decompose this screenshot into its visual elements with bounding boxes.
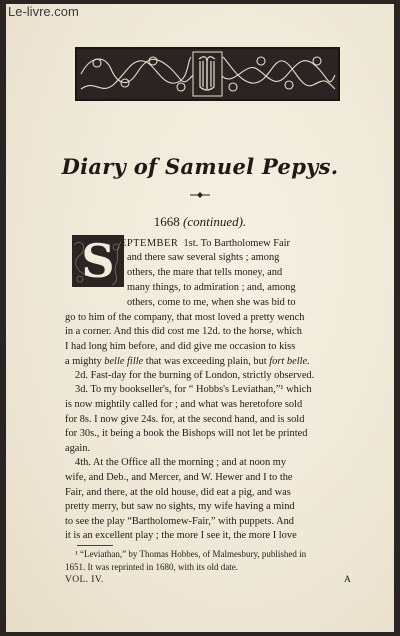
text-line: wife, and Deb., and Mercer, and W. Hewer and I to the xyxy=(65,472,293,483)
text-line: many things, to admiration ; and, among xyxy=(127,282,296,293)
signature-mark: A xyxy=(344,575,352,585)
text-fragment-italic: fort belle. xyxy=(269,356,310,367)
volume-signature: VOL. IV. xyxy=(65,575,104,585)
floral-ornament-icon xyxy=(77,49,338,99)
book-page xyxy=(6,4,394,632)
text-line: for 8s. I now give 24s. for, at the second hand, and is sold xyxy=(65,414,305,425)
text-line: 2d. Fast-day for the burning of London, strictly observed. xyxy=(75,370,315,381)
text-line: I had long him before, and did give me occasion to kiss xyxy=(65,341,296,352)
text-line: pretty merry, but saw no sights, my wife having a mind xyxy=(65,501,295,512)
drop-cap xyxy=(72,235,124,287)
text-fragment: that was exceeding plain, but xyxy=(143,356,270,367)
text-fragment: a mighty xyxy=(65,356,105,367)
text-line: others, the mare that tells money, and xyxy=(127,267,283,278)
year-continued: (continued). xyxy=(183,214,247,229)
drop-cap-letter: S xyxy=(81,235,115,287)
text-line: to see the play “Bartholomew-Fair,” with puppets. And xyxy=(65,516,294,527)
text-line: 3d. To my bookseller's, for “ Hobbs's Leviathan,”¹ which xyxy=(75,384,312,395)
watermark: Le-livre.com xyxy=(8,4,79,19)
footnote-rule xyxy=(77,545,113,546)
year-heading xyxy=(6,214,394,230)
text-fragment-italic: belle fille xyxy=(104,356,144,367)
text-line: 1st. To Bartholomew Fair xyxy=(183,238,290,249)
text-line: and there saw several sights ; among xyxy=(127,252,280,263)
text-line: Fair, and there, at the old house, did eat a pig, and was xyxy=(65,487,291,498)
page-title: Diary of Samuel Pepys. xyxy=(61,154,339,179)
year-number: 1668 xyxy=(153,214,180,229)
text-line xyxy=(65,355,310,368)
title-divider-icon xyxy=(190,191,210,199)
text-line: again. xyxy=(65,443,91,454)
text-line: is now mightily called for ; and what was heretofore sold xyxy=(65,399,303,410)
text-line: for 30s., it being a book the Bishops will not let be printed xyxy=(65,428,308,439)
first-word: EPTEMBER xyxy=(120,238,179,249)
text-line xyxy=(120,237,290,250)
footnote-line: 1651. It was reprinted in 1680, with its old date. xyxy=(65,562,238,572)
text-line: 4th. At the Office all the morning ; and at noon my xyxy=(75,457,287,468)
text-line: in a corner. And this did cost me 12d. to the horse, which xyxy=(65,326,302,337)
footnote-line: ¹ “Leviathan,” by Thomas Hobbes, of Malmesbury, published in xyxy=(75,549,307,559)
text-line: it is an excellent play ; the more I see it, the more I love xyxy=(65,530,297,541)
ornamental-headpiece xyxy=(75,47,340,101)
text-line: others, come to me, when she was bid to xyxy=(127,297,296,308)
text-line: go to him of the company, that most loved a pretty wench xyxy=(65,312,305,323)
